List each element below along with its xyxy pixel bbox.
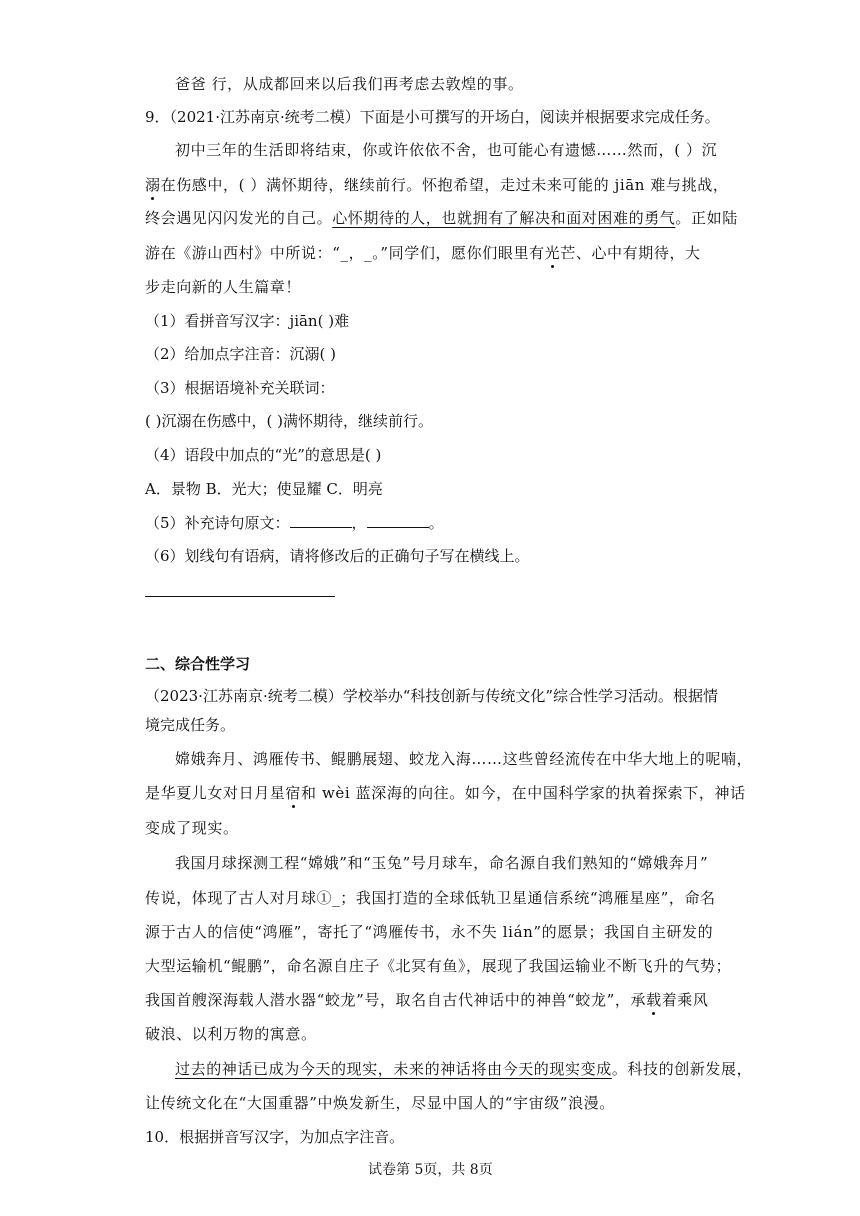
section2-intro-line-2: 境完成任务。 — [145, 716, 236, 734]
q8-tail-line — [175, 74, 524, 94]
page-footer: 试卷第 5页，共 8页 — [368, 1162, 493, 1178]
q9-sub1: （1）看拼音写汉字：jiān( )难 — [145, 312, 350, 330]
section2-p2-line-5-start: 我国首艘深海载人潜水器“蛟龙”号，取名自古代神话中的神兽“蛟龙”，承 — [145, 991, 647, 1009]
section2-p1-line-3: 变成了现实。 — [145, 819, 239, 837]
q8-tail-text: 行，从成都回来以后我们再考虑去敦煌的事。 — [211, 75, 524, 93]
section2-intro-line-1: （2023·江苏南京·统考二模）学校举办“科技创新与传统文化”综合性学习活动。根据情 — [145, 687, 719, 705]
section2-p3-line-1 — [175, 1059, 752, 1079]
dotted-char-guang: 光 — [544, 244, 561, 262]
section2-p2-line-3: 源于古人的信使“鸿雁”，寄托了“鸿雁传书，永不失 lián”的愿景；我国自主研发的 — [145, 923, 714, 941]
q9-sub6: （6）划线句有语病，请将修改后的正确句子写在横线上。 — [145, 547, 530, 565]
q9-line4-end: 芒、心中有期待，大 — [560, 244, 701, 262]
q8-tail-speaker: 爸爸 — [175, 75, 207, 93]
underlined-sentence-2: 过去的神话已成为今天的现实，未来的神话将由今天的现实变成 — [175, 1060, 612, 1078]
underlined-sentence: 心怀期待的人，也就拥有了解决和面对困难的勇气 — [332, 209, 676, 227]
q9-sub5 — [145, 513, 444, 533]
poem-blank-2[interactable] — [367, 513, 429, 528]
section2-p2-line-4: 大型运输机“鲲鹏”，命名源自庄子《北冥有鱼》，展现了我国运输业不断飞升的气势； — [145, 957, 732, 975]
q9-line3-start: 终会遇见闪闪发光的自己。 — [145, 209, 333, 227]
section2-p2-line-6: 破浪、以利万物的寓意。 — [145, 1025, 317, 1043]
q9-sub5-label: （5）补充诗句原文： — [145, 514, 290, 532]
poem-blank-1[interactable] — [290, 513, 352, 528]
q9-passage-line-2-text: 在伤感中，( ）满怀期待，继续前行。怀抱希望，走过未来可能的 jiān 难与挑战， — [160, 176, 729, 194]
q9-passage-line-4 — [145, 243, 701, 263]
section2-p1-line-2 — [145, 783, 746, 803]
section2-p3-line-1-end: 。科技的创新发展， — [611, 1060, 753, 1078]
section2-p1-line-1: 嫦娥奔月、鸿雁传书、鲲鹏展翅、蛟龙入海……这些曾经流传在中华大地上的呢喃， — [175, 750, 753, 768]
q9-sub2: （2）给加点字注音：沉溺( ) — [145, 345, 337, 363]
q9-passage-line-1: 初中三年的生活即将结束，你或许依依不舍，也可能心有遗憾……然而，( ）沉 — [175, 141, 718, 159]
q9-sub4: （4）语段中加点的“光”的意思是( ) — [145, 446, 382, 464]
q9-line3-end: 。正如陆 — [675, 209, 738, 227]
section-title: 二、综合性学习 — [145, 655, 251, 673]
q9-line4-start: 游在《游山西村》中所说：“_，_。”同学们，愿你们眼里有 — [145, 244, 545, 262]
q9-sub3-answer: ( )沉溺在伤感中，( )满怀期待，继续前行。 — [145, 412, 433, 430]
q9-heading: 9．（2021·江苏南京·统考二模）下面是小可撰写的开场白，阅读并根据要求完成任务。 — [145, 108, 720, 126]
section2-p1-line-2-end: 和 wèi 蓝深海的向往。如今，在中国科学家的执着探索下，神话 — [301, 784, 746, 802]
section2-p2-line-1: 我国月球探测工程“嫦娥”和“玉兔”号月球车，命名源自我们熟知的“嫦娥奔月” — [175, 854, 709, 872]
q10-heading: 10．根据拼音写汉字，为加点字注音。 — [145, 1128, 405, 1146]
section2-p2-line-5 — [145, 990, 709, 1010]
q9-sub4-options: A．景物 B．光大；使显耀 C．明亮 — [145, 480, 383, 498]
answer-line[interactable] — [145, 596, 335, 597]
q9-passage-line-3 — [145, 208, 738, 228]
q9-passage-line-2 — [145, 175, 728, 195]
section2-p3-line-2: 让传统文化在“大国重器”中焕发新生，尽显中国人的“宇宙级”浪漫。 — [145, 1094, 615, 1112]
section2-p1-line-2-start: 是华夏儿女对日月星 — [145, 784, 286, 802]
dotted-char-zai: 载 — [646, 991, 662, 1009]
q9-sub5-end: 。 — [428, 514, 444, 532]
section2-p2-line-2: 传说，体现了古人对月球①_；我国打造的全球低轨卫星通信系统“鸿雁星座”，命名 — [145, 889, 716, 907]
q9-sub5-sep: ， — [351, 514, 367, 532]
dotted-char-su: 宿 — [285, 784, 302, 802]
dotted-char-ni: 溺 — [145, 176, 161, 194]
q9-sub3: （3）根据语境补充关联词： — [145, 379, 335, 397]
section2-p2-line-5-end: 着乘风 — [661, 991, 709, 1009]
q9-passage-line-5: 步走向新的人生篇章！ — [145, 278, 302, 296]
